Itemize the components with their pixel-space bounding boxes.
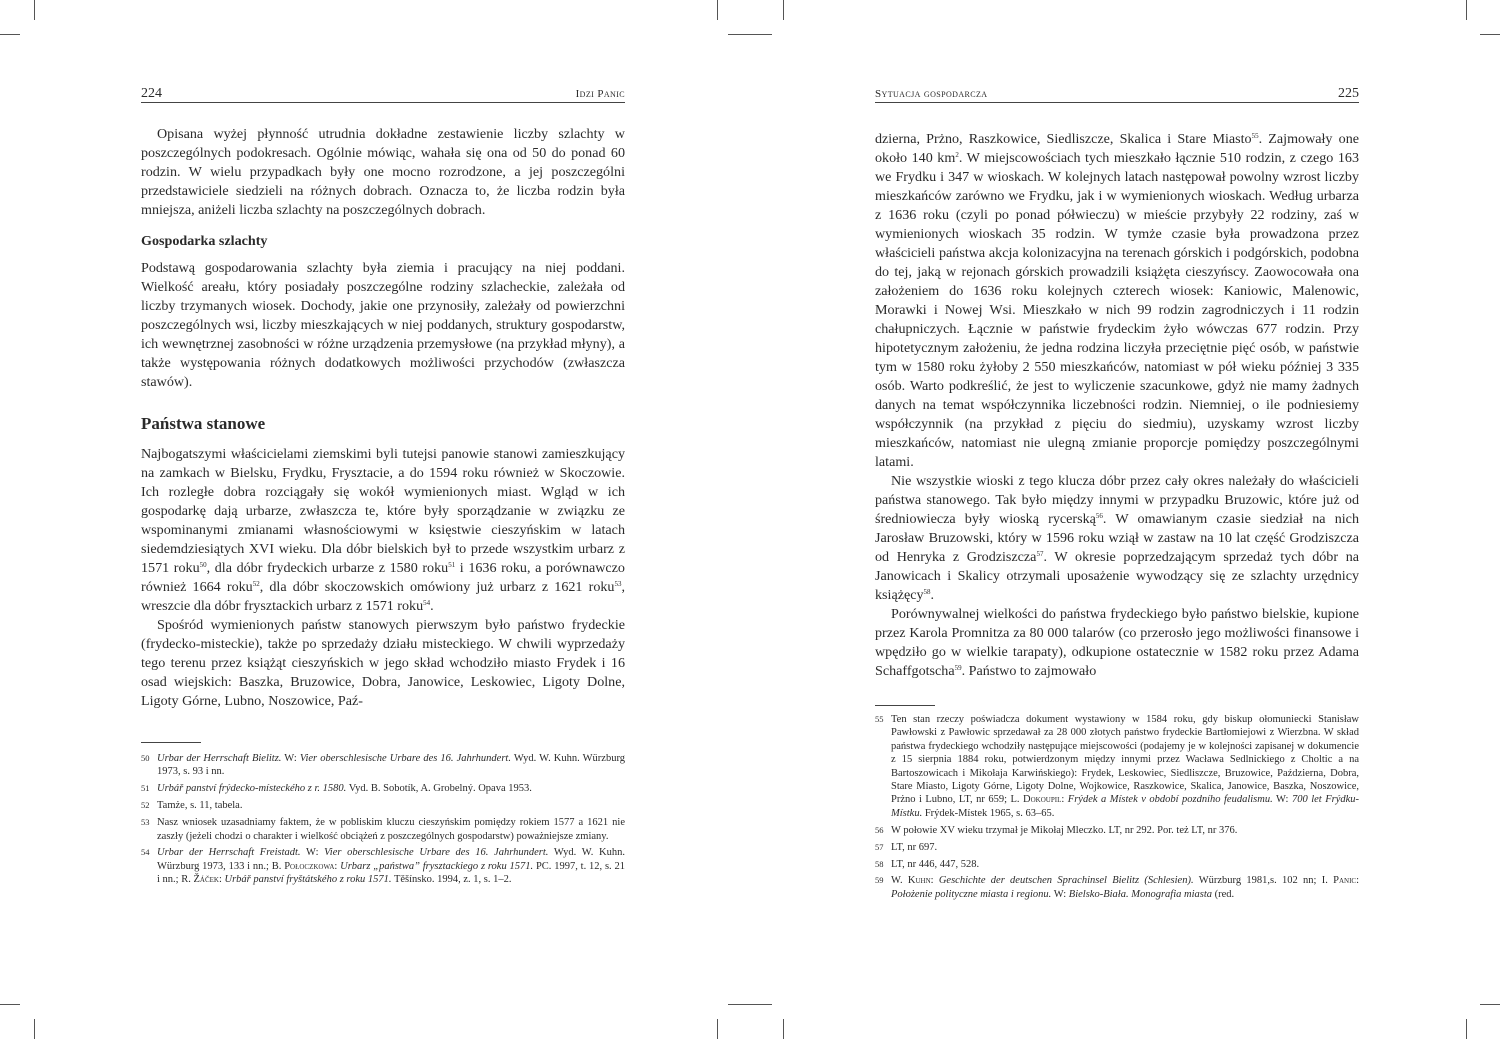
paragraph: dzierna, Prżno, Raszkowice, Siedliszcze, Skalica i Stare Miasto$^{55}$. Zajmowały one około 140 $km^2$. W miejscowościach tych mieszkało łącznie 510 rodzin, z czego 163 we Frydku i 347 w wioskach. W kolejnych latach następował powolny wzrost liczby mieszkańców zarówno we Frydku, jak i w wymienionych wioskach. Według urbarza z 1636 roku (czyli po ponad półwieczu) w mieście przybyły 22 rodziny, zaś w wymienionych wioskach 35 rodzin. W tymże czasie była prowadzona przez właścicieli państwa akcja kolonizacyjna na terenach górskich i podgórskich, podobna do tej, jaką w rejonach górskich prowadzili książęta cieszyńscy. Zaowocowała ona założeniem do 1636 roku kolejnych czterech wiosek: Kaniowic, Malenowic, Morawki i Nowej Wsi. Mieszkało w nich 99 rodzin zagrodniczych i 11 rodzin chałupniczych. Łącznie w państwie frydeckim żyło wówczas 677 rodzin. Przy hipotetycznym założeniu, że jedna rodzina liczyła przeciętnie pięć osób, w państwie tym w 1580 roku żyłoby 2 550 mieszkańców, natomiast w pół wieku później 3 335 osób. Warto podkreślić, że jest to wyliczenie szacunkowe, gdyż nie mamy żadnych danych na temat współczynnika liczebności rodzin. Niemniej, o ile podniesiemy współczynnik (na przykład z pięciu do siedmiu), uzyskamy wzrost liczby mieszkańców, natomiast nie ulegną zmianie proporcje pomiędzy poszczególnymi latami. (875, 131, 1359, 470)
paragraph: Nie wszystkie wioski z tego klucza dóbr przez cały okres należały do właścicieli państwa stanowego. Tak było między innymi w przypadku Bruzowic, które już od średniowiecza były wioską rycerską$^{56}$. W omawianym czasie siedział na nich Jarosław Bruzowski, który w 1596 roku wziął w zastaw na 10 lat część Grodziszcza od Henryka z Grodziszcza$^{57}$. W okresie poprzedzającym sprzedaż tych dóbr na Janowicach i Skalicy otrzymali uposażenie wywodzący się ze szlachty urzędnicy książęcy$^{58}$. (875, 473, 1359, 603)
footnote: 50 Urbar der Herrschaft Bielitz. W: Vier oberschlesische Urbare des 16. Jahrhundert. Wyd. W. Kuhn. Würzburg 1973, s. 93 i nn. (141, 753, 625, 778)
subheading: Gospodarka szlachty (141, 233, 268, 249)
footnote: 57 LT, nr 697. (875, 841, 938, 853)
footnote: 55 Ten stan rzeczy poświadcza dokument wystawiony w 1584 roku, gdy biskup ołomuniecki Stanisław Pawłowski z Pawłowic sprzedawał za 28 000 złotych państwo frydeckie Bartłomiejowi z Wierzbna. W skład państwa frydeckiego wchodziły następujące miejscowości (podajemy je w kolejności zapisanej w dokumencie z 15 sierpnia 1884 roku, potwierdzonym między innymi przez Wacława Sedlnickiego z Choltic a na Bartoszowicach i Mikołaja Karwińskiego): Frydek, Leskowiec, Siedliszcze, Bruzowice, Październa, Dobra, Stare Miasto, Ligoty Górne, Ligoty Dolne, Wojkowice, Raszkowice, Skalica, Janowice, Baszka, Noszowice, Prżno i Lubno, LT, nr 659; L. Dokoupil: Frýdek a Místek v období pozdního feudalismu. W: 700 let Frýdku-Místku. Frýdek-Místek 1965, s. 63–65. (875, 714, 1360, 819)
footnote-ref: 55 (1251, 132, 1259, 140)
body-text (875, 130, 1359, 681)
footnote-ref: 59 (954, 664, 962, 672)
page-number: 225 (1338, 86, 1359, 101)
running-head-chapter: Sytuacja gospodarcza (875, 88, 988, 100)
crop-mark (728, 1004, 772, 1005)
left-page (141, 0, 625, 1039)
footnote-ref: 53 (614, 580, 622, 588)
crop-mark (0, 34, 20, 35)
running-header (875, 86, 1359, 103)
running-head-author: Idzi Panic (575, 88, 625, 100)
running-header (141, 86, 625, 103)
crop-mark (1480, 34, 1500, 35)
footnotes (875, 713, 1359, 905)
footnote: 54 Urbar der Herrschaft Freistadt. W: Vier oberschlesische Urbare des 16. Jahrhundert. Wyd. W. Kuhn. Würzburg 1973, 133 i nn.; B. Połoczkowa: Urbarz „państwa” frysztackiego z roku 1571. PC. 1997, t. 12, s. 21 i nn.; R. Žáček: Urbář panství fryštátského z roku 1571. Těšínsko. 1994, z. 1, s. 1–2. (141, 847, 626, 886)
crop-mark (1466, 0, 1467, 20)
crop-mark (717, 1019, 718, 1039)
footnote-ref: 54 (423, 599, 431, 607)
crop-mark (0, 1004, 20, 1005)
crop-mark (717, 0, 718, 20)
crop-mark (34, 0, 35, 20)
footnote-ref: 52 (252, 580, 260, 588)
footnote: 52 Tamże, s. 11, tabela. (141, 800, 243, 812)
page-number: 224 (141, 86, 162, 101)
section-heading: Państwa stanowe (141, 414, 266, 433)
paragraph: Opisana wyżej płynność utrudnia dokładne zestawienie liczby szlachty w poszczególnych podokresach. Ogólnie mówiąc, wahała się ona od 50 do ponad 60 rodzin. W wielu przypadkach były one mocno rozrodzone, a jej poszczególni przedstawiciele siedzieli na różnych dobrach. Oznacza to, że liczba rodzin była mniejsza, aniżeli liczba szlachty na poszczególnych dobrach. (141, 126, 625, 218)
body-text (141, 125, 625, 711)
footnote: 51 Urbář panství frýdecko-místeckého z r. 1580. Vyd. B. Sobotík, A. Grobelný. Opava 1953. (141, 783, 532, 795)
crop-mark (728, 34, 772, 35)
footnote-ref: 56 (1095, 512, 1103, 520)
paragraph: Porównywalnej wielkości do państwa frydeckiego było państwo bielskie, kupione przez Karola Promnitza za 80 000 talarów (co przerosło jego możliwości finansowe i wpędziło go w wielkie tarapaty), odkupione ostatecznie w 1582 roku przez Adama Schaffgotscha$^{59}$. Państwo to zajmowało (875, 606, 1359, 679)
footnote: 59 W. Kuhn: Geschichte der deutschen Sprachinsel Bielitz (Schlesien). Würzburg 1981,s. 102 nn; I. Panic: Położenie polityczne miasta i regionu. W: Bielsko-Biała. Monografia miasta (red. (875, 875, 1360, 900)
footnote-rule (141, 742, 201, 743)
footnote-ref: 50 (199, 561, 207, 569)
crop-mark (783, 0, 784, 20)
footnote: 56 W połowie XV wieku trzymał je Mikołaj Mleczko. LT, nr 292. Por. też LT, nr 376. (875, 824, 1238, 836)
paragraph: Najbogatszymi właścicielami ziemskimi byli tutejsi panowie stanowi zamieszkujący na zamkach w Bielsku, Frydku, Frysztacie, a do 1594 roku również w Skoczowie. Ich rozległe dobra rozciągały się wokół wymienionych miast. Wgląd w ich gospodarkę dają urbarze, zwłaszcza te, które były sporządzanie w związku ze wspominanymi zmianami własnościowymi w księstwie cieszyńskim w latach siedemdziesiątych XVI wieku. Dla dóbr bielskich był to przede wszystkim urbarz z 1571 roku$^{50}$, dla dóbr frydeckich urbarze z 1580 roku$^{51}$ i 1636 roku, a porównawczo również 1664 roku$^{52}$, dla dóbr skoczowskich omówiony już urbarz z 1621 roku$^{53}$, wreszcie dla dóbr frysztackich urbarz z 1571 roku$^{54}$. (141, 446, 625, 614)
crop-mark (34, 1019, 35, 1039)
footnote-rule (875, 705, 935, 706)
paragraph: Podstawą gospodarowania szlachty była ziemia i pracujący na niej poddani. Wielkość areału, który posiadały poszczególne rodziny szlacheckie, zależała od liczby trzymanych wiosek. Dochody, jakie one przynosiły, zależały od powierzchni poszczególnych wsi, liczby mieszkających w niej poddanych, struktury gospodarstw, ich wewnętrznej zasobności w różne urządzenia przemysłowe (na przykład młyny), a także występowania różnych dodatkowych możliwości przychodów (zwłaszcza stawów). (141, 260, 625, 390)
paragraph: Spośród wymienionych państw stanowych pierwszym było państwo frydeckie (frydecko-misteckie), także po sprzedaży działu misteckiego. W chwili wyprzedaży tego terenu przez książąt cieszyńskich w jego skład wchodziło miasto Frydek i 16 osad wiejskich: Baszka, Bruzowice, Dobra, Janowice, Leskowiec, Ligoty Dolne, Ligoty Górne, Lubno, Noszowice, Paź- (141, 617, 625, 709)
footnote: 53 Nasz wniosek uzasadniamy faktem, że w pobliskim kluczu cieszyńskim pomiędzy rokiem 1577 a 1621 nie zaszły (jeżeli chodzi o charakter i wielkość obciążeń z poszczególnych gospodarstw) poważniejsze zmiany. (141, 817, 625, 842)
footnotes (141, 752, 625, 890)
crop-mark (783, 1019, 784, 1039)
footnote-ref: 51 (448, 561, 456, 569)
footnote-ref: 58 (923, 588, 931, 596)
footnote: 58 LT, nr 446, 447, 528. (875, 858, 980, 870)
crop-mark (1480, 1004, 1500, 1005)
footnote-ref: 57 (1036, 550, 1044, 558)
superscript: 2 (955, 151, 959, 159)
crop-mark (1466, 1019, 1467, 1039)
right-page (875, 0, 1359, 1039)
